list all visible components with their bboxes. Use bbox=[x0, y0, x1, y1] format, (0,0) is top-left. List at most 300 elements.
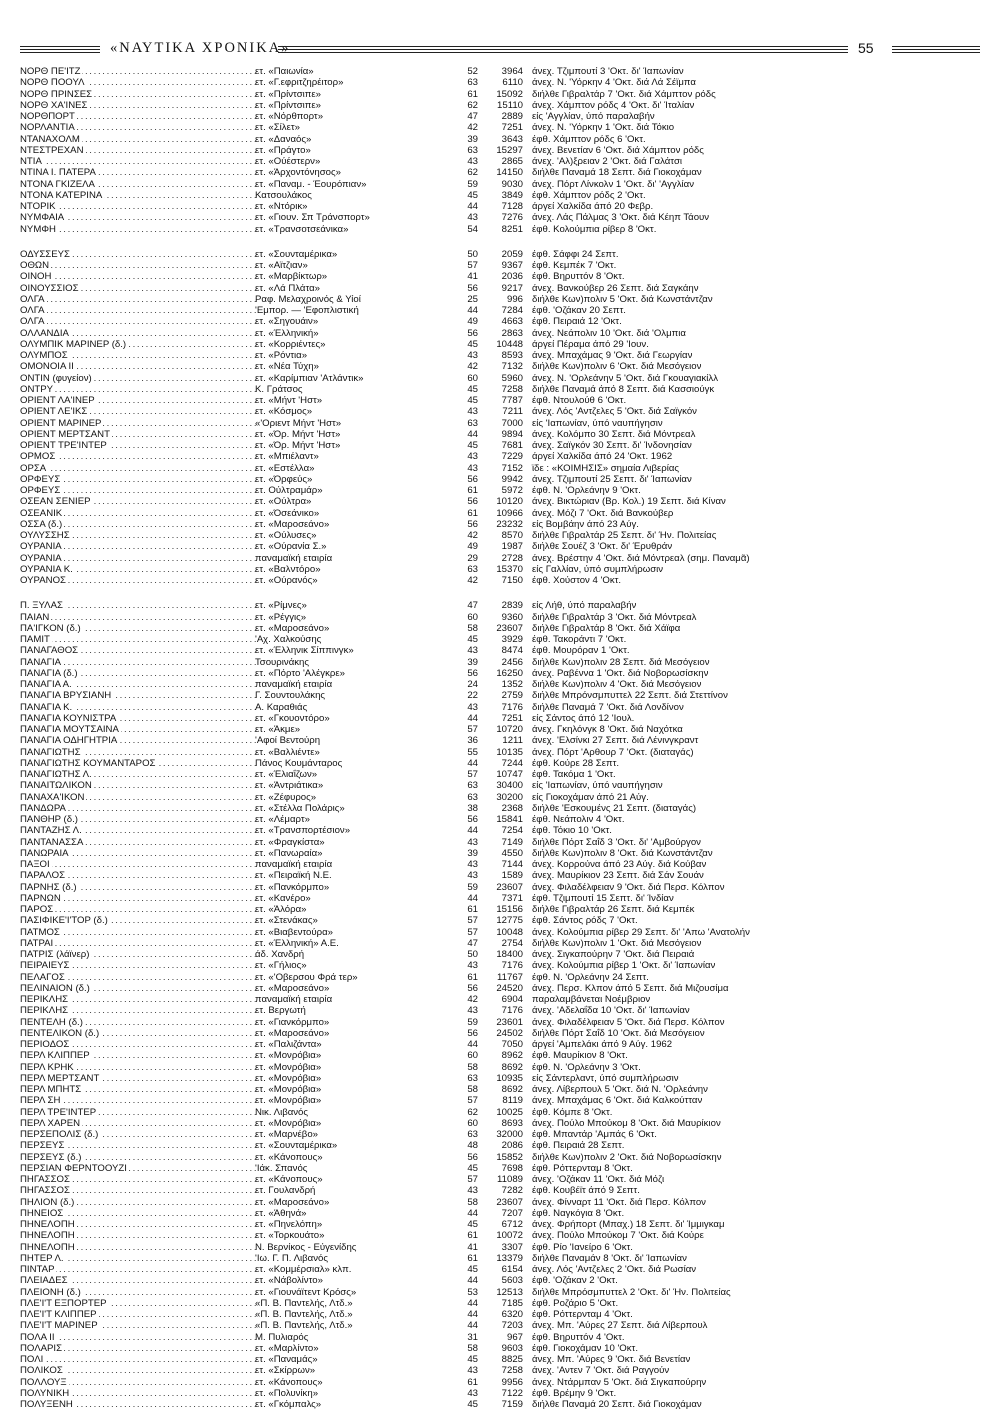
ship-owner: ετ. «Γ.εφριτζηρέιτορ» bbox=[255, 77, 344, 89]
ship-owner: Μ. Πυλιαρός bbox=[255, 1331, 309, 1343]
tonnage: 12775 bbox=[496, 915, 523, 927]
ship-name bbox=[20, 111, 252, 122]
ship-owner: ετ. «Έλληνική» bbox=[255, 327, 319, 339]
ship-status: διήλθε Μπρόνσμπυττελ 22 Σεπτ. διά Στεττίνον bbox=[532, 690, 728, 702]
ship-entry bbox=[20, 994, 980, 1005]
ship-name-text: ΠΛΕ'Ι'Τ ΚΛΙΠΠΕΡ bbox=[20, 1309, 97, 1320]
ship-name-text: ΟΡΙΕΝΤ ΛΑ'ΙΝΕΡ bbox=[20, 395, 95, 406]
ship-name-text: ΟΔΥΣΣΕΥΣ bbox=[20, 248, 70, 260]
build-year: 56 bbox=[467, 518, 478, 530]
ship-entry bbox=[20, 780, 980, 791]
build-year: 43 bbox=[467, 645, 478, 657]
tonnage: 2036 bbox=[501, 271, 523, 283]
ship-owner: ετ. «Πειραϊκή Ν.Ε. bbox=[255, 870, 332, 882]
header-rule-right bbox=[892, 46, 980, 53]
ship-status: έφθ. Ν. 'Ορλεάνην 24 Σεπτ. bbox=[532, 971, 649, 983]
build-year: 61 bbox=[467, 507, 478, 519]
ship-name bbox=[20, 1309, 252, 1320]
ship-name-text: ΝΟΡΘΠΟΡΤ bbox=[20, 111, 75, 122]
ship-name-text: ΠΛΕ'Ι'Τ ΜΑΡΙΝΕΡ bbox=[20, 1320, 98, 1332]
ship-name-text: ΠΑΝΑΓΙΑ bbox=[20, 656, 62, 668]
ship-status: άνεχ. Σιγκαπούρην 7 'Οκτ. διά Πειραιά bbox=[532, 949, 695, 960]
ship-owner: 'Αφοί Βεντούρη bbox=[255, 735, 321, 747]
tonnage: 8693 bbox=[501, 1117, 523, 1129]
build-year: 42 bbox=[467, 361, 478, 373]
ship-owner: ετ. «Μαρβίκτωρ» bbox=[255, 271, 328, 283]
tonnage: 8825 bbox=[501, 1354, 523, 1365]
ship-entry bbox=[20, 1298, 980, 1309]
tonnage: 10048 bbox=[496, 926, 523, 938]
ship-entry bbox=[20, 474, 980, 485]
build-year: 42 bbox=[467, 575, 478, 586]
ship-owner: ετ. «Ούλυσες» bbox=[255, 530, 317, 541]
header-rule-middle bbox=[278, 46, 848, 53]
tonnage: 12513 bbox=[496, 1286, 523, 1298]
tonnage: 7128 bbox=[501, 201, 523, 212]
tonnage: 3849 bbox=[501, 189, 523, 201]
ship-owner: ετ. «'Οβερσου Φρά τερ» bbox=[255, 971, 358, 983]
ship-entry bbox=[20, 1017, 980, 1028]
build-year: 43 bbox=[467, 462, 478, 474]
ship-name bbox=[20, 373, 252, 384]
ship-owner: ετ. «Πολυνίκη» bbox=[255, 1387, 319, 1399]
ship-name bbox=[20, 77, 252, 88]
build-year: 63 bbox=[467, 144, 478, 156]
ship-name bbox=[20, 915, 252, 926]
build-year: 49 bbox=[467, 316, 478, 328]
ship-entry bbox=[20, 1197, 980, 1208]
ship-name-text: ΠΙΝΤΑΡ bbox=[20, 1264, 55, 1275]
ship-entry bbox=[20, 373, 980, 384]
ship-name-text: ΟΝΤΙΝ (φυγείον) bbox=[20, 372, 92, 384]
tonnage: 8962 bbox=[501, 1050, 523, 1062]
ship-owner: παναμαϊκή εταιρία bbox=[255, 859, 333, 870]
ship-status: άνεχ. 'Αδελαΐδα 10 'Οκτ. δι' Ίαπωνίαν bbox=[532, 1005, 690, 1017]
ship-status: έφθ. Μουρόραν 1 'Οκτ. bbox=[532, 645, 630, 657]
ship-status: έφθ. Χούστον 4 'Οκτ. bbox=[532, 575, 622, 586]
ship-entry bbox=[20, 1242, 980, 1253]
ship-entry bbox=[20, 485, 980, 496]
ship-name-text: ΠΑΝΘΗΡ (δ.) bbox=[20, 814, 78, 825]
ship-name bbox=[20, 859, 252, 870]
ship-name-text: ΠΑΤΡΙΣ (λάϊνερ) bbox=[20, 949, 90, 960]
ship-name-text: ΠΑΡΟΣ bbox=[20, 904, 54, 915]
ship-status: έφθ. Ναγκόγια 8 'Οκτ. bbox=[532, 1207, 625, 1219]
ship-entry bbox=[20, 350, 980, 361]
ship-status: άνεχ. Κορρούνα άπό 23 Αύγ. διά Κούβαν bbox=[532, 859, 707, 870]
build-year: 42 bbox=[467, 122, 478, 134]
ship-name bbox=[20, 1219, 252, 1230]
tonnage: 2086 bbox=[501, 1140, 523, 1152]
ship-entry bbox=[20, 190, 980, 201]
ship-owner: ετ. «Κομμέρσιαλ» κλπ. bbox=[255, 1264, 352, 1275]
ship-status: άνεχ. Γκηλόνγκ 8 'Οκτ. διά Ναχότκα bbox=[532, 724, 683, 735]
tonnage: 2863 bbox=[501, 327, 523, 339]
build-year: 44 bbox=[467, 1039, 478, 1050]
ship-name-text: ΟΥΡΑΝΟΣ bbox=[20, 575, 66, 586]
build-year: 61 bbox=[467, 904, 478, 915]
ship-status: διήλθε 'Εσκουμένς 21 Σεπτ. (διαταγάς) bbox=[532, 802, 697, 814]
ship-name bbox=[20, 1332, 252, 1343]
build-year: 41 bbox=[467, 1241, 478, 1253]
build-year: 45 bbox=[467, 338, 478, 350]
ship-name-text: ΠΕΡΛ ΜΠΗΤΣ bbox=[20, 1084, 82, 1095]
ship-status: έφθ. Τακόμα 1 'Οκτ. bbox=[532, 769, 616, 780]
build-year: 57 bbox=[467, 915, 478, 927]
ship-owner: ετ. «Πανωραία» bbox=[255, 847, 323, 859]
ship-owner: ετ. «Νέα Τύχη» bbox=[255, 361, 319, 373]
ship-name bbox=[20, 747, 252, 758]
ship-name bbox=[20, 1174, 252, 1185]
ship-owner: ετ. «Μαρνέβο» bbox=[255, 1129, 318, 1140]
ship-name-text: ΠΑΝΑΓΙΑ ΚΟΥΝΙΣΤΡΑ bbox=[20, 712, 117, 724]
tonnage: 23601 bbox=[496, 1016, 523, 1028]
ship-status: έφθ. Χάμπτον ρόδς 6 'Οκτ. bbox=[532, 133, 646, 145]
tonnage: 24520 bbox=[496, 982, 523, 994]
ship-name-text: ΟΥΡΑΝΙΑ bbox=[20, 552, 62, 564]
ship-owner: Νικ. Λιβανός bbox=[255, 1106, 309, 1118]
ship-status: άνεχ. Ν. 'Ορλεάνην 5 'Οκτ. διά Γκουαγιακίλλ bbox=[532, 372, 719, 384]
ship-entry bbox=[20, 1388, 980, 1399]
ship-status: έφθ. Τακοράντι 7 'Οκτ. bbox=[532, 634, 627, 645]
ship-status: είς Γιοκοχάμαν άπό 21 Αύγ. bbox=[532, 791, 649, 803]
ship-status: άνεχ. Περσ. Κλπον άπό 5 Σεπτ. διά Μιζουσίμα bbox=[532, 982, 729, 994]
ship-status: άνεχ. Λός 'Αντζελες 2 'Οκτ. διά Ρωσίαν bbox=[532, 1264, 697, 1275]
ship-name bbox=[20, 893, 252, 904]
build-year: 47 bbox=[467, 600, 478, 612]
ship-owner: ετ. «Γιανκόρμπο» bbox=[255, 1016, 330, 1028]
ship-owner: παναμαϊκή εταιρία bbox=[255, 679, 333, 690]
tonnage: 1211 bbox=[502, 735, 523, 747]
ship-status: άνεχ. Ραβέννα 1 'Οκτ. διά Νοβορωσίσκην bbox=[532, 667, 709, 679]
ship-name-text: ΠΟΛΛΟΥΞ bbox=[20, 1376, 67, 1388]
ship-owner: ετ. «Ρόντια» bbox=[255, 350, 308, 361]
ship-entry bbox=[20, 1377, 980, 1388]
ship-entry bbox=[20, 758, 980, 769]
tonnage: 13379 bbox=[496, 1252, 523, 1264]
ship-owner: ετ. «Μονρόβια» bbox=[255, 1084, 322, 1095]
ship-entry bbox=[20, 1129, 980, 1140]
build-year: 47 bbox=[467, 937, 478, 949]
tonnage: 7258 bbox=[501, 1365, 523, 1377]
build-year: 57 bbox=[467, 724, 478, 735]
ship-status: άνεχ. Φιλαδέλφειαν 5 'Οκτ. διά Περσ. Κόλπον bbox=[532, 1016, 725, 1028]
ship-status: άνεχ. Χάμπτον ρόδς 4 'Οκτ. δι' Ίταλίαν bbox=[532, 99, 695, 111]
ship-name bbox=[20, 156, 252, 167]
tonnage: 8593 bbox=[501, 350, 523, 361]
tonnage: 15841 bbox=[496, 814, 523, 825]
ship-status: διήλθε Κων)πολιν 5 'Οκτ. διά Κωνστάντζαν bbox=[532, 293, 713, 305]
build-year: 61 bbox=[467, 1252, 478, 1264]
ship-owner: ετ. «Σουνταμέρικα» bbox=[255, 1140, 338, 1152]
ship-entry bbox=[20, 260, 980, 271]
build-year: 44 bbox=[467, 428, 478, 440]
tonnage: 24502 bbox=[496, 1027, 523, 1039]
ship-status: είς Γαλλίαν, ύπό συμπλήρωσιν bbox=[532, 563, 664, 575]
ship-name bbox=[20, 1320, 252, 1331]
ship-entry bbox=[20, 825, 980, 836]
ship-name bbox=[20, 89, 252, 100]
ship-status: άνεχ. Βρέστην 4 'Οκτ. διά Μόντρεαλ (σημ. Παναμᾶ) bbox=[532, 552, 750, 564]
ship-entry bbox=[20, 89, 980, 100]
tonnage: 10747 bbox=[496, 769, 523, 780]
build-year: 44 bbox=[467, 1275, 478, 1287]
build-year: 58 bbox=[467, 1196, 478, 1208]
ship-owner: ετ. «Κανέρο» bbox=[255, 892, 311, 904]
ship-owner: ετ. «Νόρθπορτ» bbox=[255, 111, 324, 122]
ship-status: έφθ. Ρίο 'Ιανείρο 6 'Οκτ. bbox=[532, 1241, 633, 1253]
ship-name bbox=[20, 1084, 252, 1095]
ship-name bbox=[20, 769, 252, 780]
ship-name-text: ΝΟΡΘ ΧΑ'ΙΝΕΣ bbox=[20, 99, 88, 111]
ship-owner: ετ. «Κάνοπους» bbox=[255, 1174, 323, 1185]
build-year: 63 bbox=[467, 563, 478, 575]
ship-status: έφθ. Κουβέϊτ άπό 9 Σεπτ. bbox=[532, 1185, 640, 1197]
ship-name bbox=[20, 519, 252, 530]
build-year: 45 bbox=[467, 383, 478, 395]
ship-name bbox=[20, 1242, 252, 1253]
tonnage: 7159 bbox=[501, 1399, 523, 1410]
tonnage: 10072 bbox=[496, 1230, 523, 1242]
ship-status: έφθ. Ν. 'Ορλεάνην 9 'Οκτ. bbox=[532, 485, 641, 496]
ship-name-text: ΠΑΝΔΩΡΑ bbox=[20, 802, 66, 814]
ship-status: άνεχ. 'Οζάκαν 11 'Οκτ. διά Μόζι bbox=[532, 1174, 665, 1185]
build-year: 52 bbox=[467, 66, 478, 77]
ship-status: άνεχ. Ν. 'Υόρκην 1 'Οκτ. διά Τόκιο bbox=[532, 122, 675, 134]
ship-status: άνεχ. Σαϊγκόν 30 Σεπτ. δι' Ίνδονησίαν bbox=[532, 440, 692, 451]
ship-name bbox=[20, 316, 252, 327]
ship-name bbox=[20, 1062, 252, 1073]
ship-name bbox=[20, 249, 252, 260]
ship-owner: ετ. «Γκουοντόρο» bbox=[255, 712, 330, 724]
ship-name bbox=[20, 668, 252, 679]
ship-entry bbox=[20, 530, 980, 541]
ship-status: άνεχ. 'Αλ)ξρειαν 2 'Οκτ. διά Γαλάτσι bbox=[532, 156, 683, 167]
tonnage: 30400 bbox=[496, 780, 523, 792]
ship-owner: ετ. «Άθηνά» bbox=[255, 1207, 307, 1219]
ship-entry bbox=[20, 1264, 980, 1275]
ship-status: έφθ. Μαυρίκιον 8 'Οκτ. bbox=[532, 1050, 628, 1062]
ship-status: άνεχ. Λάς Πάλμας 3 'Οκτ. διά Κέηπ Τάουν bbox=[532, 212, 710, 224]
ship-entry bbox=[20, 848, 980, 859]
ship-entry bbox=[20, 814, 980, 825]
tonnage: 9894 bbox=[501, 428, 523, 440]
ship-owner: ετ. «Ούέστερν» bbox=[255, 156, 321, 167]
tonnage: 32000 bbox=[496, 1129, 523, 1140]
ship-status: έφθ. Ντουλούθ 6 'Οκτ. bbox=[532, 395, 627, 406]
tonnage: 3643 bbox=[501, 133, 523, 145]
build-year: 44 bbox=[467, 757, 478, 769]
tonnage: 30200 bbox=[496, 791, 523, 803]
ship-entry bbox=[20, 949, 980, 960]
ship-name-text: ΠΕΛΑΓΟΣ bbox=[20, 971, 65, 983]
ship-status: διήλθε Κων)πολιν 2 'Οκτ. διά Νοβορωσίσκην bbox=[532, 1151, 722, 1163]
ship-name-text: ΠΕΡΙΚΛΗΣ bbox=[20, 994, 69, 1005]
ship-owner: Α. Καραθιάς bbox=[255, 701, 308, 713]
tonnage: 15852 bbox=[496, 1151, 523, 1163]
ship-status: έφθ. Κολούμπια ρίβερ 8 'Οκτ. bbox=[532, 223, 657, 235]
ship-name bbox=[20, 657, 252, 668]
ship-owner: ετ. «Τρανσπορτέσιον» bbox=[255, 825, 351, 837]
ship-name-text: ΠΑΡΝΗΣ (δ.) bbox=[20, 881, 77, 893]
build-year: 63 bbox=[467, 77, 478, 89]
tonnage: 18400 bbox=[496, 949, 523, 960]
ship-name-text: ΟΘΩΝ bbox=[20, 260, 50, 271]
ship-name-text: ΠΑΜΙΤ bbox=[20, 634, 50, 645]
ship-owner: ετ. «Έλιαΐζων» bbox=[255, 769, 318, 780]
ship-entry bbox=[20, 406, 980, 417]
tonnage: 7203 bbox=[501, 1320, 523, 1332]
ship-entry bbox=[20, 1073, 980, 1084]
ship-entry bbox=[20, 418, 980, 429]
tonnage: 23232 bbox=[496, 518, 523, 530]
ship-name-text: ΠΗΝΕΙΟΣ bbox=[20, 1207, 64, 1219]
ship-owner: ετ. «Γκόμπαλς» bbox=[255, 1399, 322, 1410]
build-year: 60 bbox=[467, 1117, 478, 1129]
ship-name-text: ΠΕΡΣΕΥΣ bbox=[20, 1140, 65, 1152]
tonnage: 7176 bbox=[501, 1005, 523, 1017]
ship-status: διήλθε Παναμά 18 Σεπτ. διά Γιοκοχάμαν bbox=[532, 167, 702, 179]
ship-name-text: ΠΑΝΤΑΝΑΣΣΑ bbox=[20, 836, 84, 848]
tonnage: 10720 bbox=[496, 724, 523, 735]
ship-owner: ετ. «Όρφεύς» bbox=[255, 473, 313, 485]
ship-owner: ετ. «Μονρόβια» bbox=[255, 1095, 322, 1107]
ship-name bbox=[20, 179, 252, 190]
ship-name bbox=[20, 1107, 252, 1118]
ship-name-text: ΟΛΓΑ bbox=[20, 305, 45, 316]
ship-status: έφθ. 'Οζάκαν 20 Σεπτ. bbox=[532, 305, 626, 316]
ship-name-text: ΠΑΙΑΝ bbox=[20, 611, 50, 623]
ship-owner: ετ. «Όσεάνικο» bbox=[255, 507, 320, 519]
ship-name-text: ΝΟΡΛΑΝΤΙΑ bbox=[20, 122, 75, 134]
ship-owner: «Π. Β. Παντελής, Λτδ.» bbox=[255, 1309, 353, 1320]
ship-entry bbox=[20, 983, 980, 994]
build-year: 43 bbox=[467, 836, 478, 848]
ship-status: διήλθε Παναμά 20 Σεπτ. διά Γιοκοχάμαν bbox=[532, 1399, 702, 1410]
ship-list bbox=[20, 66, 980, 1410]
ship-name bbox=[20, 927, 252, 938]
tonnage: 7132 bbox=[501, 361, 523, 373]
tonnage: 8692 bbox=[501, 1084, 523, 1095]
tonnage: 8251 bbox=[501, 223, 523, 235]
ship-name-text: ΟΡΙΕΝΤ ΜΑΡΙΝΕΡ bbox=[20, 417, 102, 429]
ship-name bbox=[20, 451, 252, 462]
ship-name-text: ΠΑΝΑΓΙΑ Α. bbox=[20, 679, 72, 690]
ship-status: άνεχ. Βικτώριαν (Βρ. Κολ.) 19 Σεπτ. διά Κίναν bbox=[532, 496, 726, 508]
build-year: 38 bbox=[467, 802, 478, 814]
ship-status: άργεί Χαλκίδα άπό 24 'Οκτ. 1962 bbox=[532, 451, 673, 463]
ship-name-text: ΟΙΝΟΗ bbox=[20, 271, 52, 283]
ship-entry bbox=[20, 960, 980, 971]
ship-owner: ετ. «Έλληνική» Α.Ε. bbox=[255, 937, 339, 949]
ship-status: άνεχ. Κολούμπια ρίβερ 1 'Οκτ. δι' Ίαπωνίαν bbox=[532, 960, 716, 972]
header-rule-left bbox=[20, 46, 100, 53]
ship-name bbox=[20, 271, 252, 282]
ship-name bbox=[20, 283, 252, 294]
ship-status: έφθ. Γιοκοχάμαν 10 'Οκτ. bbox=[532, 1342, 639, 1354]
ship-status: έφθ. Κόμπε 8 'Οκτ. bbox=[532, 1106, 613, 1118]
ship-name-text: ΝΤΙΝΑ Ι. ΠΑΤΕΡΑ bbox=[20, 167, 96, 179]
ship-entry bbox=[20, 1152, 980, 1163]
ship-name-text: ΟΛΥΜΠΟΣ bbox=[20, 350, 68, 361]
ship-status: άνεχ. Φιλαδέλφειαν 9 'Οκτ. διά Περσ. Κόλπον bbox=[532, 881, 725, 893]
ship-owner: ετ. «Λά Πλάτα» bbox=[255, 282, 321, 294]
ship-entry bbox=[20, 1253, 980, 1264]
ship-name-text: ΟΡΦΕΥΣ bbox=[20, 485, 61, 496]
build-year: 24 bbox=[467, 679, 478, 690]
build-year: 43 bbox=[467, 701, 478, 713]
tonnage: 11089 bbox=[497, 1174, 523, 1185]
ship-name bbox=[20, 634, 252, 645]
ship-status: έφθ. Πειραιά 28 Σεπτ. bbox=[532, 1140, 625, 1152]
tonnage: 9956 bbox=[501, 1376, 523, 1388]
tonnage: 2456 bbox=[501, 656, 523, 668]
ship-entry bbox=[20, 294, 980, 305]
ship-entry bbox=[20, 451, 980, 462]
ship-owner: ετ. «Νάβολίντο» bbox=[255, 1275, 323, 1287]
ship-status: έφθ. Ρόττερνταμ 8 'Οκτ. bbox=[532, 1162, 633, 1174]
ship-name bbox=[20, 328, 252, 339]
ship-owner: ετ. «Γιουνάϊτεντ Κρόσς» bbox=[255, 1286, 357, 1298]
ship-name bbox=[20, 440, 252, 451]
ship-entry bbox=[20, 803, 980, 814]
build-year: 50 bbox=[467, 248, 478, 260]
ship-owner: ετ. «Κόσμος» bbox=[255, 406, 313, 418]
tonnage: 7282 bbox=[501, 1185, 523, 1197]
ship-name bbox=[20, 1377, 252, 1388]
build-year: 55 bbox=[467, 746, 478, 758]
ship-owner: ετ. «Στέλλα Πολάρις» bbox=[255, 802, 345, 814]
ship-entry bbox=[20, 1050, 980, 1061]
journal-title: «ΝΑΥΤΙΚΑ ΧΡΟΝΙΚΑ» bbox=[110, 40, 291, 56]
ship-status: άνεχ. Τζιμπουτί 25 Σεπτ. δι' Ίαπωνίαν bbox=[532, 473, 692, 485]
build-year: 43 bbox=[467, 870, 478, 882]
tonnage: 7000 bbox=[501, 417, 523, 429]
ship-entry bbox=[20, 747, 980, 758]
ship-entry bbox=[20, 224, 980, 235]
tonnage: 2368 bbox=[501, 802, 523, 814]
ship-owner: ετ. «Εστέλλα» bbox=[255, 462, 315, 474]
ship-status: έφθ. Ροζάριο 5 'Οκτ. bbox=[532, 1297, 619, 1309]
ship-entry bbox=[20, 657, 980, 668]
ship-entry bbox=[20, 1309, 980, 1320]
ship-name bbox=[20, 134, 252, 145]
build-year: 63 bbox=[467, 417, 478, 429]
tonnage: 7185 bbox=[501, 1297, 523, 1309]
ship-name-text: ΠΗΓΑΣΣΟΣ bbox=[20, 1174, 70, 1185]
ship-entry bbox=[20, 66, 980, 77]
ship-status: διήλθε Παναμά άπό 8 Σεπτ. διά Κασσιούγκ bbox=[532, 383, 715, 395]
ship-name-text: ΠΕΡΣΕΠΟΛΙΣ (δ.) bbox=[20, 1129, 99, 1140]
tonnage: 2059 bbox=[501, 248, 523, 260]
ship-name-text: ΠΗΝΕΛΟΠΗ bbox=[20, 1230, 75, 1242]
tonnage: 7050 bbox=[501, 1039, 523, 1050]
ship-name-text: ΠΕΛΙΝΑΙΟΝ (δ.) bbox=[20, 982, 90, 994]
build-year: 43 bbox=[467, 212, 478, 224]
ship-entry bbox=[20, 600, 980, 611]
ship-entry bbox=[20, 100, 980, 111]
ship-status: έφθ. Σάντος ρόδς 7 'Οκτ. bbox=[532, 915, 638, 927]
ship-name bbox=[20, 758, 252, 769]
ship-name-text: ΠΟΛΑΡΙΣ bbox=[20, 1342, 63, 1354]
ship-name-text: ΠΗΝΕΛΟΠΗ bbox=[20, 1219, 75, 1230]
build-year: 57 bbox=[467, 769, 478, 780]
ship-entry bbox=[20, 1185, 980, 1196]
ship-name bbox=[20, 66, 252, 77]
ship-entry bbox=[20, 1174, 980, 1185]
ship-status: διήλθε Παναμάν 8 'Οκτ. δι' Ίαπωνίαν bbox=[532, 1252, 687, 1264]
ship-name bbox=[20, 972, 252, 983]
